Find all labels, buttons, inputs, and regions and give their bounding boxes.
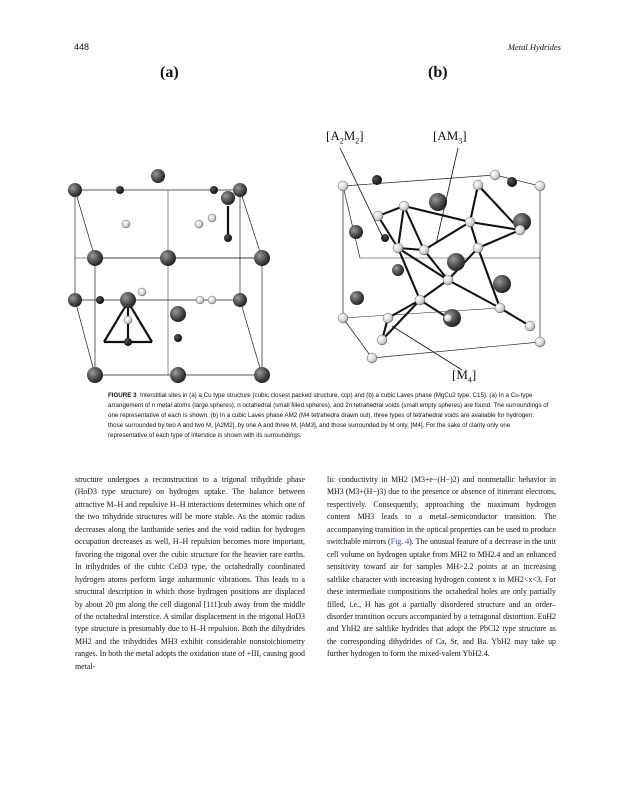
panel-b-label: (b) bbox=[428, 64, 448, 81]
right-column-text-1: lic conductivity in MH2 (M3+e−(H−)2) and nonmetallic behavior in MH3 (M3+(H−)3) due to the presence or absence of itinerant electrons, respectively. Consequently, approaching the maximum hydrogen content MH3 leads to a metal–semiconductor transition. The accompanying transition in the optical properties can be used to produce switchable mirrors ( bbox=[327, 475, 556, 547]
figure-caption-label: FIGURE 3 bbox=[108, 392, 137, 399]
site-label-am3: $[AM_3]$ bbox=[433, 128, 467, 146]
site-leader-lines bbox=[340, 148, 462, 370]
left-column-paragraph: structure undergoes a reconstruction to a trigonal trihydride phase (HoD3 type structure) on hydrogen uptake. The balance between attractive M–H and repulsive H–H interactions determines which one of the two trihydride structures will be more stable. As the atomic radius decreases along the lanthanide series and the void radius for hydrogen occupation decreases as well, H–H repulsion becomes more important, favoring the trigonal over the cubic structure for the heavier rare earths. In trihydrides of the cubic CeD3 type, the octahedrally coordinated hydrogen atoms perform large anharmonic vibrations. This leads to a structural description in which those hydrogen positions are displaced by about 20 pm along the cell diagonal [111]cub away from the middle of the octahedral interstice. A similar displacement in the trigonal HoD3 type structure is presumably due to H–H repulsion. Both the dihydrides MH2 and the trihydrides MH3 exhibit considerable nonstoichiometry ranges. In both the metal adopts the oxidation state of +III, causing good metal- bbox=[75, 475, 305, 671]
site-label-m4: $[M_4]$ bbox=[452, 367, 477, 385]
figure-caption-text: Interstitial sites in (a) a Cu type structure (cubic closest packed structure, ccp) and (b) a cubic Laves phase (MgCu2 type, C15). (a) In a Cu-type arrangement of n metal atoms (large spheres), n octahedral (small filled spheres), and 2n tetrahedral voids (small empty spheres) are found. The surroundings of one representative of each is shown. (b) In a cubic Laves phase AM2 (M4 tetrahedra drawn out), three types of tetrahedral voids are available for hydrogen: those surrounded by two A and two M, [A2M2], by one A and three M, [AM3], and those surrounded by M only, [M4]. For the sake of clarity only one representative of each type of interstice is shown with its surroundings. bbox=[108, 392, 549, 440]
panel-a-tetrahedral-spheres bbox=[122, 214, 216, 324]
right-column-text-2: ). The unusual feature of a decrease in the unit cell volume on hydrogen uptake from MH2 to MH2.4 and an enhanced sensitivity toward air for samples MH>2.2 points at an increasing saltlike character with increasing hydrogen content x in MH2<x<3. For these intermediate compositions the octahedral holes are only partially filled, i.e., H has got a partially disordered structure and an order–disorder transition occurs accompanied by a tetragonal distortion. EuH2 and YbH2 are saltlike hydrides that adopt the PbCl2 type structure as the corresponding dihydrides of Ca, Sr, and Ba. YbH2 may take up further hydrogen to form the mixed-valent YbH2.4. bbox=[327, 537, 556, 659]
body-left-column bbox=[75, 474, 305, 673]
body-right-column bbox=[327, 474, 556, 661]
page-number: 448 bbox=[74, 42, 90, 52]
panel-a-cube bbox=[75, 190, 262, 375]
figure-caption bbox=[108, 391, 550, 441]
site-label-a2m2: $[A_2M_2]$ bbox=[326, 128, 364, 146]
running-title: Metal Hydrides bbox=[507, 42, 561, 52]
panel-a-label: (a) bbox=[160, 64, 179, 81]
figure-4-link[interactable]: Fig. 4 bbox=[390, 537, 410, 547]
right-column-paragraph bbox=[327, 474, 556, 661]
